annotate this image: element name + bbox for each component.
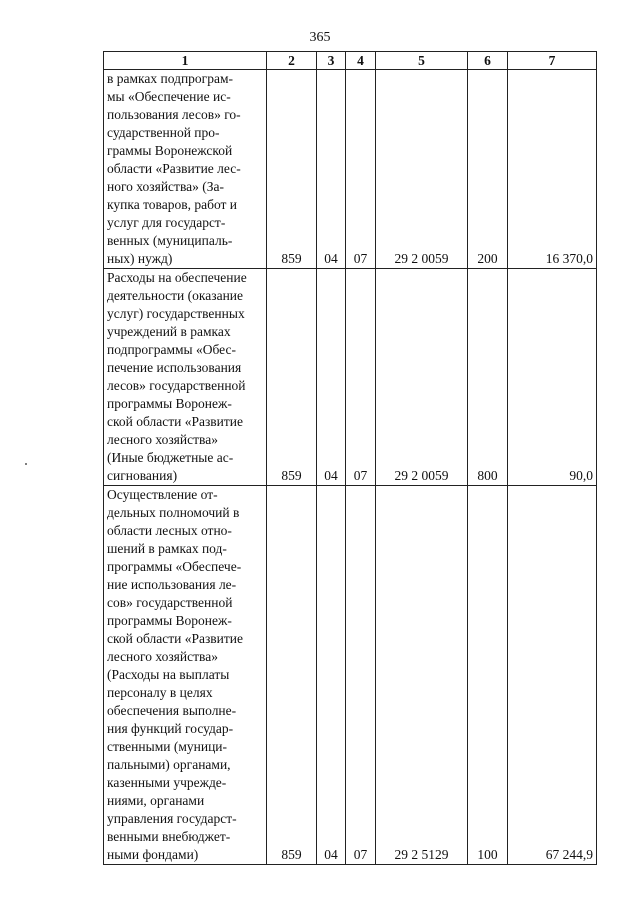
column-header-7: 7: [508, 52, 597, 70]
cell-subsection: 07: [346, 269, 376, 486]
page-number: 365: [309, 30, 331, 45]
table-row: [104, 70, 597, 269]
cell-section: 04: [317, 486, 346, 865]
row-description: в рамках подпрограм- мы «Обеспечение ис- пользования лесов» го- сударственной про- граммы Воронежской области «Развитие лес- ного хозяйства» (За- купка товаров, работ и услуг для государст- венных (муниципаль- ных) нужд): [104, 70, 267, 269]
cell-target-article: 29 2 5129: [376, 486, 468, 865]
column-header-2: 2: [267, 52, 317, 70]
cell-section: 04: [317, 269, 346, 486]
column-header-3: 3: [317, 52, 346, 70]
table-row: [104, 486, 597, 865]
cell-subsection: 07: [346, 70, 376, 269]
cell-target-article: 29 2 0059: [376, 70, 468, 269]
cell-ministry-code: 859: [267, 70, 317, 269]
column-header-1: 1: [104, 52, 267, 70]
column-header-4: 4: [346, 52, 376, 70]
cell-expense-type: 800: [468, 269, 508, 486]
cell-subsection: 07: [346, 486, 376, 865]
cell-ministry-code: 859: [267, 269, 317, 486]
table-row: [104, 269, 597, 486]
row-description: Осуществление от- дельных полномочий в области лесных отно- шений в рамках под- программы «Обеспече- ние использования ле- сов» государственной программы Воронеж- ской области «Развитие лесного хозяйства» (Расходы на выплаты персоналу в целях обеспечения выполне- ния функций государ- ственными (муници- пальными) органами, казенными учрежде- ниями, органами управления государст- венными внебюджет- ными фондами): [104, 486, 267, 865]
cell-expense-type: 200: [468, 70, 508, 269]
column-header-6: 6: [468, 52, 508, 70]
cell-amount: 90,0: [508, 269, 597, 486]
row-description: Расходы на обеспечение деятельности (оказание услуг) государственных учреждений в рамках подпрограммы «Обес- печение использования лесов» государственной программы Воронеж- ской области «Развитие лесного хозяйства» (Иные бюджетные ас- сигнования): [104, 269, 267, 486]
cell-ministry-code: 859: [267, 486, 317, 865]
cell-expense-type: 100: [468, 486, 508, 865]
cell-amount: 16 370,0: [508, 70, 597, 269]
budget-table: [103, 51, 597, 865]
cell-target-article: 29 2 0059: [376, 269, 468, 486]
cell-section: 04: [317, 70, 346, 269]
column-header-5: 5: [376, 52, 468, 70]
cell-amount: 67 244,9: [508, 486, 597, 865]
scan-speck: [25, 463, 27, 465]
table-header-row: [104, 52, 597, 70]
